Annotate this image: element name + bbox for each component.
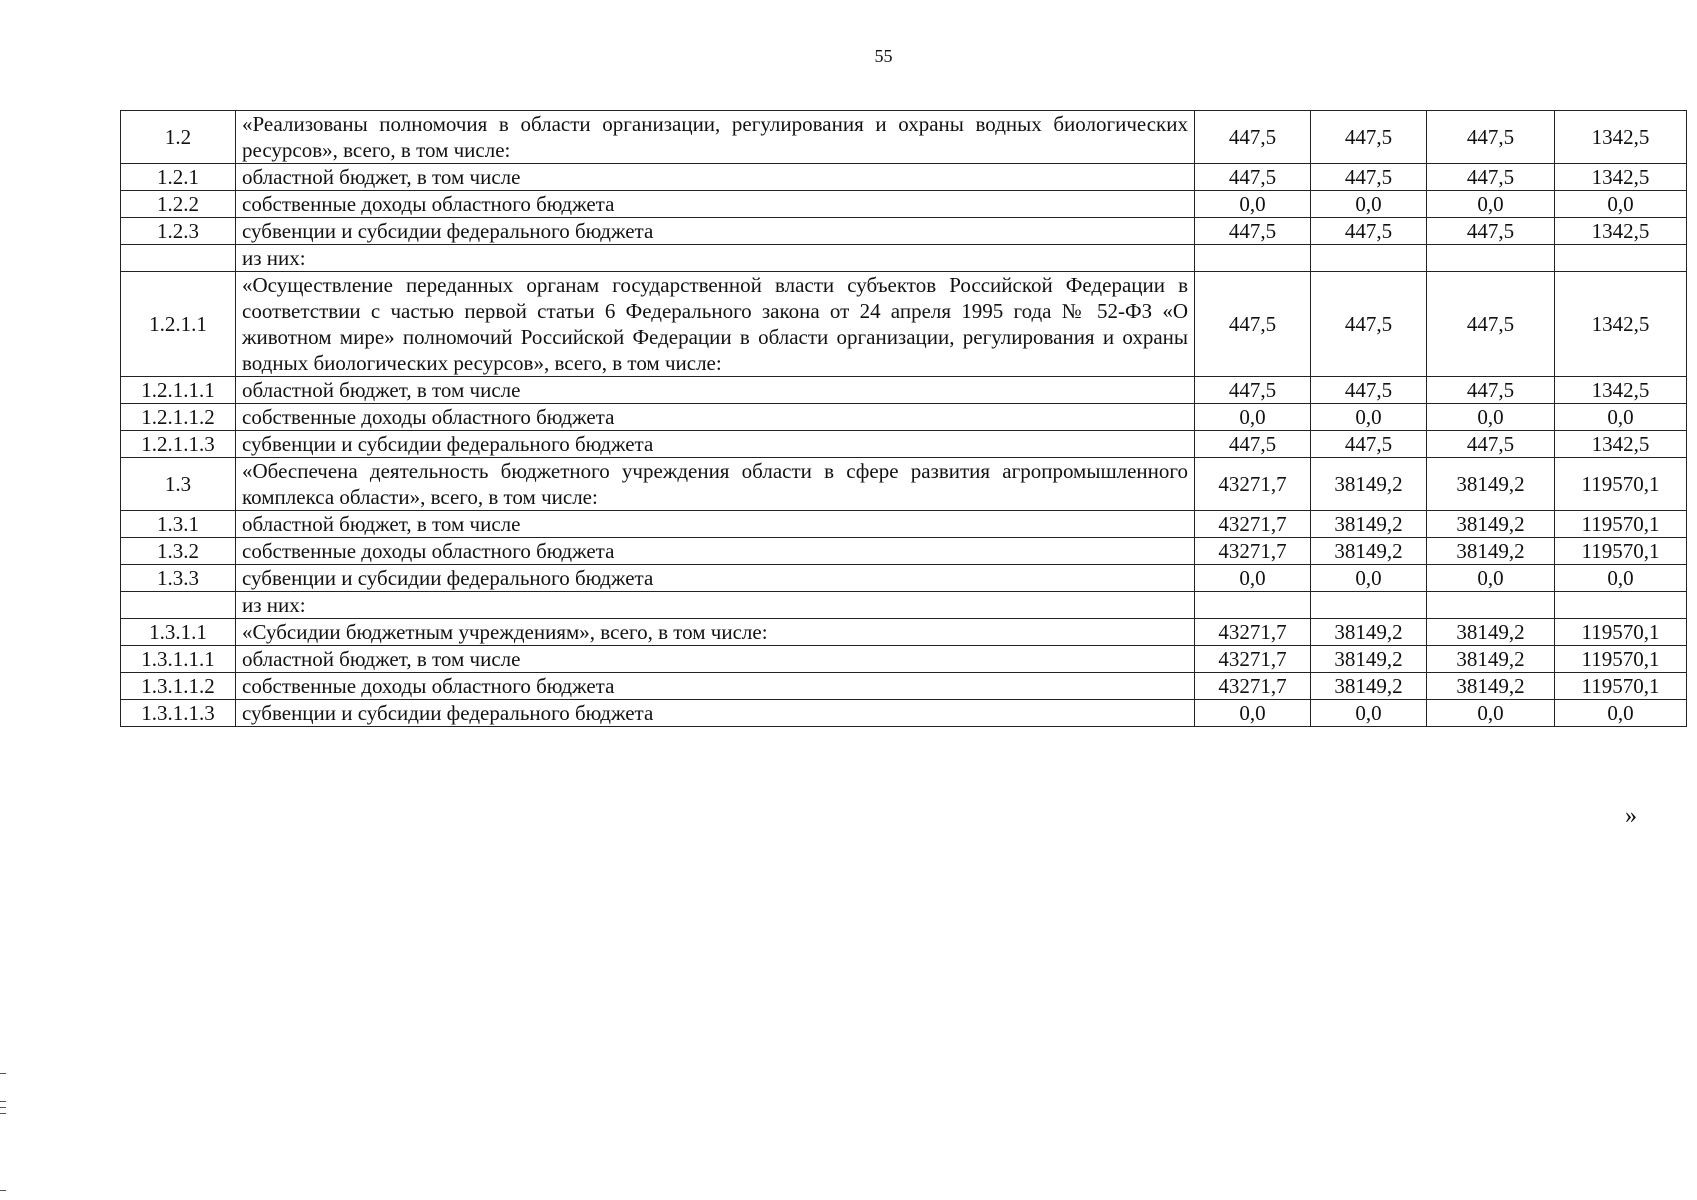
row-value-year-2: 0,0 <box>1311 404 1427 431</box>
row-value-year-1: 0,0 <box>1195 404 1311 431</box>
row-value-year-2 <box>1311 592 1427 619</box>
row-description: областной бюджет, в том числе <box>236 377 1195 404</box>
row-code: 1.2.1.1.3 <box>121 431 236 458</box>
row-description: «Обеспечена деятельность бюджетного учреждения области в сфере развития агропромышленного комплекса области», всего, в том числе: <box>236 458 1195 511</box>
row-code: 1.3.3 <box>121 565 236 592</box>
row-code <box>121 245 236 272</box>
closing-quote: » <box>1625 803 1637 829</box>
row-value-year-3: 0,0 <box>1427 191 1555 218</box>
table-row <box>121 538 1687 565</box>
row-value-year-3: 447,5 <box>1427 218 1555 245</box>
margin-mark <box>0 1073 6 1074</box>
row-value-total: 0,0 <box>1555 404 1687 431</box>
row-value-year-1: 0,0 <box>1195 700 1311 727</box>
row-value-year-2: 447,5 <box>1311 164 1427 191</box>
row-value-year-3: 38149,2 <box>1427 646 1555 673</box>
margin-mark <box>0 1190 6 1191</box>
table-row <box>121 700 1687 727</box>
row-value-year-3: 447,5 <box>1427 431 1555 458</box>
row-value-year-1: 447,5 <box>1195 431 1311 458</box>
row-value-year-1: 43271,7 <box>1195 538 1311 565</box>
row-value-year-3: 447,5 <box>1427 272 1555 377</box>
row-description: субвенции и субсидии федерального бюджета <box>236 218 1195 245</box>
row-value-year-1 <box>1195 245 1311 272</box>
row-code: 1.3 <box>121 458 236 511</box>
row-description: собственные доходы областного бюджета <box>236 673 1195 700</box>
row-value-year-3: 38149,2 <box>1427 511 1555 538</box>
row-value-year-1: 0,0 <box>1195 191 1311 218</box>
row-description: из них: <box>236 245 1195 272</box>
row-value-year-2: 38149,2 <box>1311 538 1427 565</box>
row-value-total: 1342,5 <box>1555 111 1687 164</box>
row-value-total: 119570,1 <box>1555 511 1687 538</box>
row-value-total: 119570,1 <box>1555 673 1687 700</box>
budget-table-body <box>121 111 1687 727</box>
row-value-year-2: 447,5 <box>1311 272 1427 377</box>
row-value-year-1: 43271,7 <box>1195 458 1311 511</box>
row-description: собственные доходы областного бюджета <box>236 191 1195 218</box>
row-description: субвенции и субсидии федерального бюджета <box>236 700 1195 727</box>
row-description: собственные доходы областного бюджета <box>236 538 1195 565</box>
row-code: 1.3.1.1.2 <box>121 673 236 700</box>
row-value-year-2: 0,0 <box>1311 700 1427 727</box>
row-value-total: 119570,1 <box>1555 646 1687 673</box>
table-row <box>121 592 1687 619</box>
row-value-year-3: 38149,2 <box>1427 458 1555 511</box>
row-description: собственные доходы областного бюджета <box>236 404 1195 431</box>
row-value-year-3: 447,5 <box>1427 111 1555 164</box>
row-description: субвенции и субсидии федерального бюджета <box>236 431 1195 458</box>
row-value-year-2: 38149,2 <box>1311 646 1427 673</box>
row-value-year-3 <box>1427 245 1555 272</box>
row-code: 1.3.1.1.3 <box>121 700 236 727</box>
row-value-year-3 <box>1427 592 1555 619</box>
row-code <box>121 592 236 619</box>
row-code: 1.2.1.1 <box>121 272 236 377</box>
table-row <box>121 111 1687 164</box>
row-value-year-3: 447,5 <box>1427 377 1555 404</box>
row-value-year-1: 43271,7 <box>1195 511 1311 538</box>
row-value-year-2: 38149,2 <box>1311 619 1427 646</box>
row-value-year-1: 447,5 <box>1195 111 1311 164</box>
row-value-total: 1342,5 <box>1555 377 1687 404</box>
row-value-year-1: 447,5 <box>1195 272 1311 377</box>
row-value-year-1: 43271,7 <box>1195 619 1311 646</box>
table-row <box>121 191 1687 218</box>
table-row <box>121 646 1687 673</box>
row-description: «Реализованы полномочия в области организации, регулирования и охраны водных биологических ресурсов», всего, в том числе: <box>236 111 1195 164</box>
table-row <box>121 218 1687 245</box>
table-row <box>121 511 1687 538</box>
row-code: 1.2.1 <box>121 164 236 191</box>
margin-mark <box>0 1107 6 1108</box>
row-value-year-3: 0,0 <box>1427 404 1555 431</box>
row-value-year-3: 38149,2 <box>1427 673 1555 700</box>
row-value-total: 0,0 <box>1555 700 1687 727</box>
margin-mark <box>0 1113 6 1114</box>
row-value-year-2: 38149,2 <box>1311 511 1427 538</box>
table-row <box>121 458 1687 511</box>
table-row <box>121 164 1687 191</box>
row-value-total: 0,0 <box>1555 191 1687 218</box>
row-value-total <box>1555 592 1687 619</box>
row-description: областной бюджет, в том числе <box>236 646 1195 673</box>
table-row <box>121 245 1687 272</box>
row-value-year-1 <box>1195 592 1311 619</box>
row-value-year-2: 38149,2 <box>1311 458 1427 511</box>
row-value-year-3: 38149,2 <box>1427 619 1555 646</box>
row-value-year-3: 0,0 <box>1427 700 1555 727</box>
budget-table <box>120 110 1687 727</box>
row-value-year-3: 38149,2 <box>1427 538 1555 565</box>
table-row <box>121 377 1687 404</box>
table-row <box>121 404 1687 431</box>
row-value-year-2: 38149,2 <box>1311 673 1427 700</box>
row-description: областной бюджет, в том числе <box>236 164 1195 191</box>
row-value-year-2: 0,0 <box>1311 191 1427 218</box>
row-value-total: 1342,5 <box>1555 218 1687 245</box>
row-description: областной бюджет, в том числе <box>236 511 1195 538</box>
row-description: субвенции и субсидии федерального бюджета <box>236 565 1195 592</box>
row-value-year-2 <box>1311 245 1427 272</box>
row-value-total: 0,0 <box>1555 565 1687 592</box>
row-value-year-1: 447,5 <box>1195 164 1311 191</box>
row-value-year-2: 447,5 <box>1311 377 1427 404</box>
row-value-year-3: 0,0 <box>1427 565 1555 592</box>
row-value-year-2: 447,5 <box>1311 218 1427 245</box>
row-description: «Осуществление переданных органам государственной власти субъектов Российской Федерации в соответствии с частью первой статьи 6 Федерального закона от 24 апреля 1995 года № 52-ФЗ «О животном мире» полномочий Российской Федерации в области организации, регулирования и охраны водных биологических ресурсов», всего, в том числе: <box>236 272 1195 377</box>
row-value-total: 119570,1 <box>1555 458 1687 511</box>
row-code: 1.3.1.1.1 <box>121 646 236 673</box>
row-code: 1.2.3 <box>121 218 236 245</box>
row-value-year-1: 43271,7 <box>1195 646 1311 673</box>
row-description: из них: <box>236 592 1195 619</box>
row-value-year-1: 447,5 <box>1195 377 1311 404</box>
row-value-total <box>1555 245 1687 272</box>
row-value-year-1: 43271,7 <box>1195 673 1311 700</box>
row-code: 1.2.2 <box>121 191 236 218</box>
row-code: 1.3.2 <box>121 538 236 565</box>
row-value-total: 1342,5 <box>1555 431 1687 458</box>
row-value-total: 1342,5 <box>1555 164 1687 191</box>
row-code: 1.2 <box>121 111 236 164</box>
row-code: 1.2.1.1.2 <box>121 404 236 431</box>
row-code: 1.2.1.1.1 <box>121 377 236 404</box>
row-value-year-3: 447,5 <box>1427 164 1555 191</box>
row-description: «Субсидии бюджетным учреждениям», всего, в том числе: <box>236 619 1195 646</box>
row-value-total: 1342,5 <box>1555 272 1687 377</box>
row-code: 1.3.1 <box>121 511 236 538</box>
row-code: 1.3.1.1 <box>121 619 236 646</box>
table-row <box>121 673 1687 700</box>
margin-mark <box>0 1101 6 1102</box>
table-row <box>121 619 1687 646</box>
row-value-year-2: 447,5 <box>1311 431 1427 458</box>
row-value-year-2: 447,5 <box>1311 111 1427 164</box>
page-number: 55 <box>874 46 893 66</box>
row-value-total: 119570,1 <box>1555 619 1687 646</box>
table-row <box>121 431 1687 458</box>
row-value-year-2: 0,0 <box>1311 565 1427 592</box>
row-value-year-1: 447,5 <box>1195 218 1311 245</box>
row-value-total: 119570,1 <box>1555 538 1687 565</box>
table-row <box>121 272 1687 377</box>
row-value-year-1: 0,0 <box>1195 565 1311 592</box>
table-row <box>121 565 1687 592</box>
